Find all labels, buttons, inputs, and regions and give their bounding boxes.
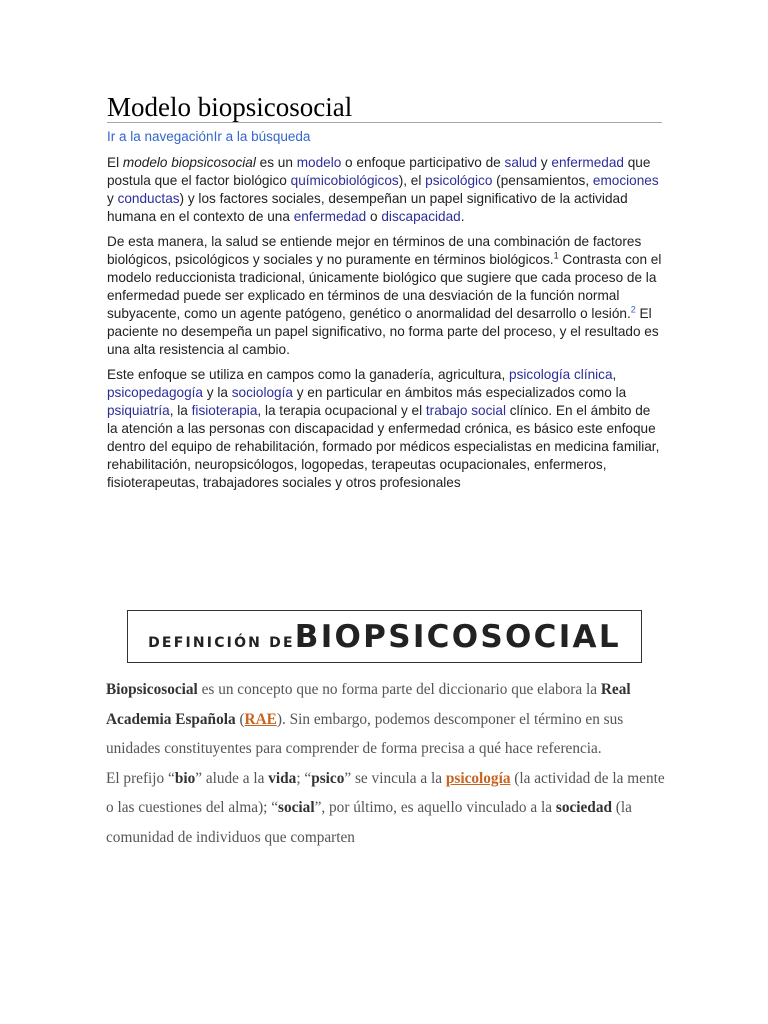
- link-sociologia[interactable]: sociología: [231, 385, 293, 400]
- text: El prefijo “: [106, 769, 175, 787]
- jump-to-search-link[interactable]: Ir a la búsqueda: [213, 129, 311, 144]
- term-italic: modelo biopsicosocial: [122, 155, 256, 170]
- text: (la actividad de la mente o las cuestiones del alma); “: [106, 769, 665, 816]
- definition-heading-term: BIOPSICOSOCIAL: [294, 618, 621, 655]
- text: , la: [169, 403, 192, 418]
- text: ” alude a la: [195, 769, 269, 787]
- text: ,: [612, 367, 617, 382]
- text: ). Sin embargo, podemos descomponer el término en sus unidades constituyentes para comprender de forma precisa a qué hace referencia.: [106, 710, 624, 757]
- text: es un: [255, 155, 297, 170]
- jump-to-navigation-link[interactable]: Ir a la navegación: [107, 129, 214, 144]
- link-psicologia-clinica[interactable]: psicología clínica: [509, 367, 613, 382]
- text: ; “: [296, 769, 312, 787]
- text: que postula que el factor biológico: [107, 155, 651, 188]
- bold-term: sociedad: [555, 799, 612, 816]
- link-conductas[interactable]: conductas: [117, 191, 180, 206]
- text: ” se vincula a la: [344, 769, 446, 787]
- bold-term: social: [278, 799, 315, 816]
- link-enfermedad-2[interactable]: enfermedad: [293, 209, 367, 224]
- link-quimicobiologicos[interactable]: químicobiológicos: [290, 173, 399, 188]
- text: (la comunidad de individuos que comparten: [106, 799, 632, 846]
- fields-paragraph: [107, 366, 662, 492]
- bold-term: psico: [311, 769, 345, 787]
- text: clínico. En el ámbito de la atención a las personas con discapacidad y enfermedad crónica, es básico este enfoque dentro del equipo de rehabilitación, formado por médicos especialistas en medicina familiar, rehabilitación, neuropsicólogos, logopedas, terapeutas ocupacionales, enfermeros, fisioterapeutas, trabajadores sociales y otros profesionales: [107, 403, 660, 490]
- link-enfermedad[interactable]: enfermedad: [551, 155, 624, 170]
- definition-body: [106, 675, 666, 852]
- text: .: [460, 209, 465, 224]
- link-psicologia[interactable]: psicología: [445, 769, 511, 787]
- link-trabajo-social[interactable]: trabajo social: [425, 403, 507, 418]
- reference-1: 1: [553, 250, 559, 261]
- text: o: [366, 209, 382, 224]
- text: y: [537, 155, 552, 170]
- definition-paragraph-1: [106, 675, 666, 764]
- link-discapacidad[interactable]: discapacidad: [381, 209, 461, 224]
- text: o enfoque participativo de: [341, 155, 505, 170]
- text: y en particular en ámbitos más especializados como la: [292, 385, 627, 400]
- text: ”, por último, es aquello vinculado a la: [314, 799, 556, 816]
- link-psicologico[interactable]: psicológico: [425, 173, 493, 188]
- text: De esta manera, la salud se entiende mejor en términos de una combinación de factores biológicos, psicológicos y sociales y no puramente en términos biológicos.: [107, 234, 642, 267]
- page-title: Modelo biopsicosocial: [107, 92, 662, 123]
- definition-heading-prefix: DEFINICIÓN DE: [148, 634, 295, 651]
- bold-term: Real Academia Española: [106, 681, 631, 728]
- reference-2-link[interactable]: 2: [630, 304, 636, 315]
- link-psiquiatria[interactable]: psiquiatría: [107, 403, 170, 418]
- text: El: [107, 155, 123, 170]
- link-psicopedagogia[interactable]: psicopedagogía: [107, 385, 203, 400]
- intro-paragraph: [107, 154, 662, 226]
- text: es un concepto que no forma parte del diccionario que elabora la: [197, 681, 601, 698]
- health-paragraph: [107, 233, 662, 359]
- text: Este enfoque se utiliza en campos como la ganadería, agricultura,: [107, 367, 510, 382]
- text: ), el: [398, 173, 426, 188]
- bold-term: vida: [268, 769, 297, 787]
- bold-term: Biopsicosocial: [106, 681, 198, 698]
- text: ) y los factores sociales, desempeñan un papel significativo de la actividad humana en el contexto de una: [107, 191, 628, 224]
- jump-links: [107, 128, 662, 146]
- link-emociones[interactable]: emociones: [592, 173, 659, 188]
- link-fisioterapia[interactable]: fisioterapia: [191, 403, 258, 418]
- text: Contrasta con el modelo reduccionista tradicional, únicamente biológico que sugiere que cada proceso de la enfermedad puede ser explicado en términos de una desviación de la función normal subyacente, como un agente patógeno, genético o anormalidad del desarrollo o lesión.: [107, 252, 662, 321]
- definition-heading-box: [127, 610, 642, 663]
- text: y la: [203, 385, 232, 400]
- link-modelo[interactable]: modelo: [296, 155, 342, 170]
- definition-paragraph-2: [106, 764, 666, 853]
- link-rae[interactable]: RAE: [244, 710, 277, 728]
- article-column: [107, 92, 662, 492]
- text: El paciente no desempeña un papel significativo, no forma parte del proceso, y el resultado es una alta resistencia al cambio.: [107, 306, 659, 357]
- text: , la terapia ocupacional y el: [257, 403, 426, 418]
- text: (pensamientos,: [492, 173, 593, 188]
- text: (: [235, 710, 245, 728]
- text: y: [107, 191, 118, 206]
- link-salud[interactable]: salud: [504, 155, 538, 170]
- bold-term: bio: [174, 769, 196, 787]
